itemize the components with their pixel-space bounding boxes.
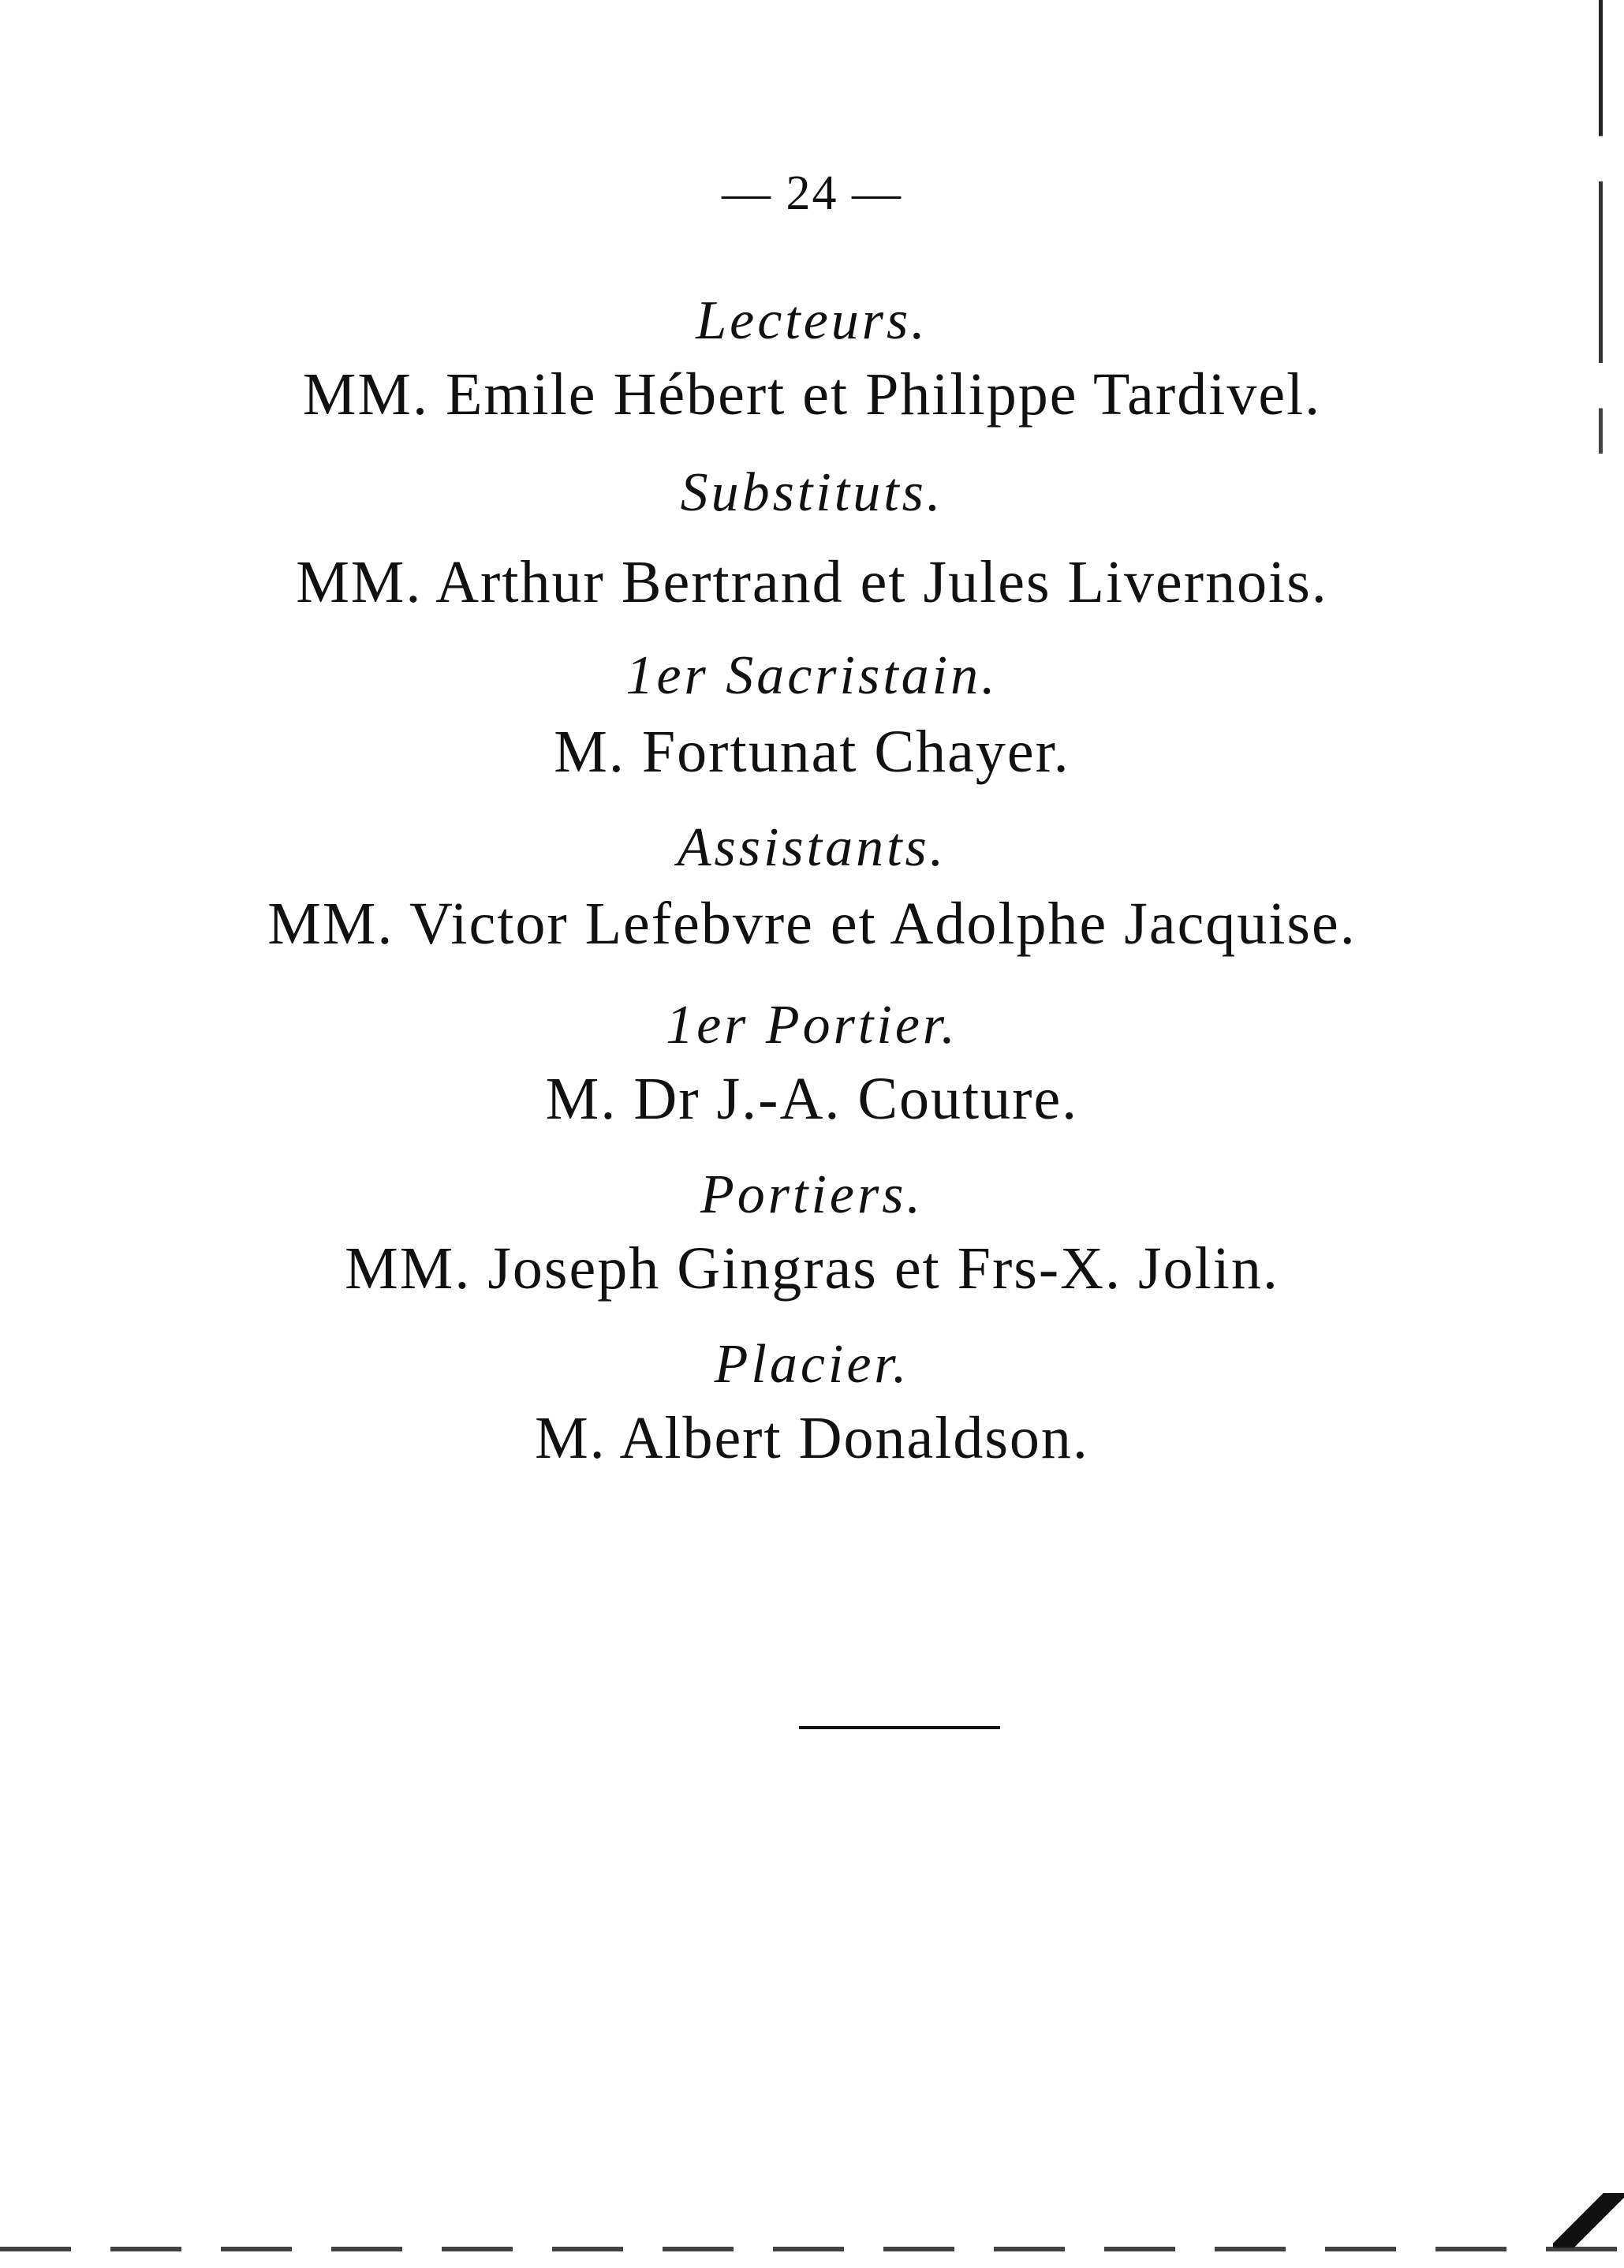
closing-rule — [799, 1726, 1000, 1729]
section-heading-lecteurs: Lecteurs. — [696, 290, 928, 351]
section-heading-premier-portier: 1er Portier. — [666, 995, 958, 1056]
bottom-edge-marks — [0, 2247, 1624, 2251]
section-heading-substituts: Substituts. — [680, 462, 944, 523]
binding-edge-line — [1599, 0, 1603, 2268]
section-names-sacristain: M. Fortunat Chayer. — [554, 719, 1070, 785]
section-names-assistants: MM. Victor Lefebvre et Adolphe Jacquise. — [267, 891, 1357, 957]
section-heading-sacristain: 1er Sacristain. — [625, 645, 999, 706]
section-names-portiers: MM. Joseph Gingras et Frs-X. Jolin. — [345, 1235, 1279, 1302]
section-names-placier: M. Albert Donaldson. — [535, 1405, 1089, 1471]
page-number: — 24 — — [722, 166, 902, 220]
section-heading-assistants: Assistants. — [677, 817, 947, 878]
section-names-lecteurs: MM. Emile Hébert et Philippe Tardivel. — [302, 361, 1322, 428]
section-heading-placier: Placier. — [714, 1334, 910, 1395]
section-names-premier-portier: M. Dr J.-A. Couture. — [545, 1066, 1079, 1132]
corner-mark — [1553, 2193, 1624, 2248]
binding-edge — [1561, 0, 1624, 2268]
section-heading-portiers: Portiers. — [700, 1164, 924, 1225]
section-names-substituts: MM. Arthur Bertrand et Jules Livernois. — [296, 549, 1328, 615]
